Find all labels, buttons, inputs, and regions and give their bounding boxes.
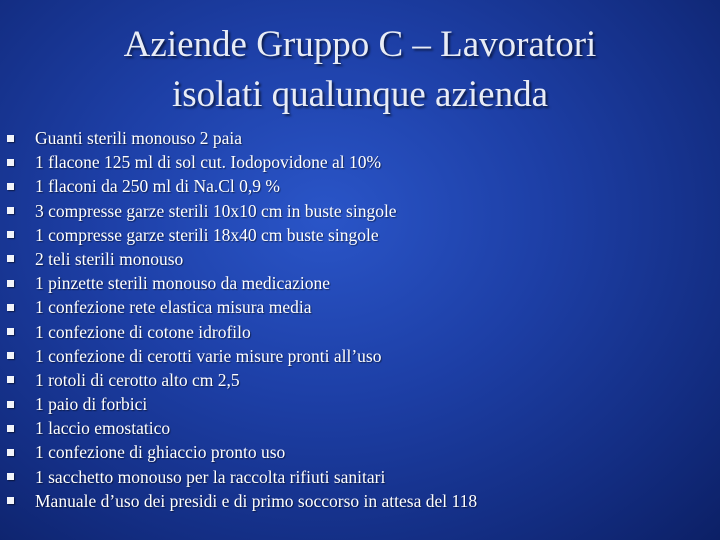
list-item-text: 1 sacchetto monouso per la raccolta rifiuti sanitari — [35, 466, 386, 487]
list-item — [0, 247, 720, 271]
square-bullet-icon — [7, 135, 14, 142]
list-item — [0, 368, 720, 392]
list-item — [0, 150, 720, 174]
list-item-text: 1 pinzette sterili monouso da medicazione — [35, 273, 330, 294]
square-bullet-icon — [7, 449, 14, 456]
square-bullet-icon — [7, 231, 14, 238]
list-item-text: 1 rotoli di cerotto alto cm 2,5 — [35, 369, 240, 390]
square-bullet-icon — [7, 207, 14, 214]
square-bullet-icon — [7, 304, 14, 311]
square-bullet-icon — [7, 401, 14, 408]
list-item-text: 1 confezione rete elastica misura media — [35, 297, 312, 318]
square-bullet-icon — [7, 183, 14, 190]
list-item-text: 1 confezione di cerotti varie misure pronti all’uso — [35, 345, 382, 366]
list-item — [0, 126, 720, 150]
slide-title — [20, 20, 700, 120]
square-bullet-icon — [7, 425, 14, 432]
list-item — [0, 174, 720, 198]
list-item — [0, 295, 720, 319]
list-item-text: 1 confezione di ghiaccio pronto uso — [35, 442, 286, 463]
list-item-text: Manuale d’uso dei presidi e di primo soccorso in attesa del 118 — [35, 490, 478, 511]
square-bullet-icon — [7, 473, 14, 480]
square-bullet-icon — [7, 280, 14, 287]
list-item-text: 1 laccio emostatico — [35, 418, 171, 439]
title-line-2: isolati qualunque azienda — [171, 74, 549, 115]
list-item-text: 3 compresse garze sterili 10x10 cm in buste singole — [35, 200, 397, 221]
list-item — [0, 320, 720, 344]
list-item — [0, 271, 720, 295]
list-item-text: 1 flacone 125 ml di sol cut. Iodopovidone al 10% — [35, 152, 382, 173]
square-bullet-icon — [7, 376, 14, 383]
title-line-1: Aziende Gruppo C – Lavoratori — [123, 24, 597, 65]
list-item-text: 1 compresse garze sterili 18x40 cm buste singole — [35, 224, 379, 245]
list-item — [0, 416, 720, 440]
square-bullet-icon — [7, 352, 14, 359]
list-item — [0, 489, 720, 513]
list-item-text: Guanti sterili monouso 2 paia — [35, 128, 243, 148]
square-bullet-icon — [7, 328, 14, 335]
list-item — [0, 465, 720, 489]
square-bullet-icon — [7, 159, 14, 166]
list-item — [0, 199, 720, 223]
list-item-text: 2 teli sterili monouso — [35, 248, 184, 269]
bullet-list — [0, 126, 720, 513]
square-bullet-icon — [7, 255, 14, 262]
list-item-text: 1 paio di forbici — [35, 394, 148, 415]
list-item — [0, 392, 720, 416]
list-item-text: 1 flaconi da 250 ml di Na.Cl 0,9 % — [35, 176, 280, 197]
list-item-text: 1 confezione di cotone idrofilo — [35, 321, 251, 342]
list-item — [0, 223, 720, 247]
list-item — [0, 440, 720, 464]
square-bullet-icon — [7, 497, 14, 504]
list-item — [0, 344, 720, 368]
